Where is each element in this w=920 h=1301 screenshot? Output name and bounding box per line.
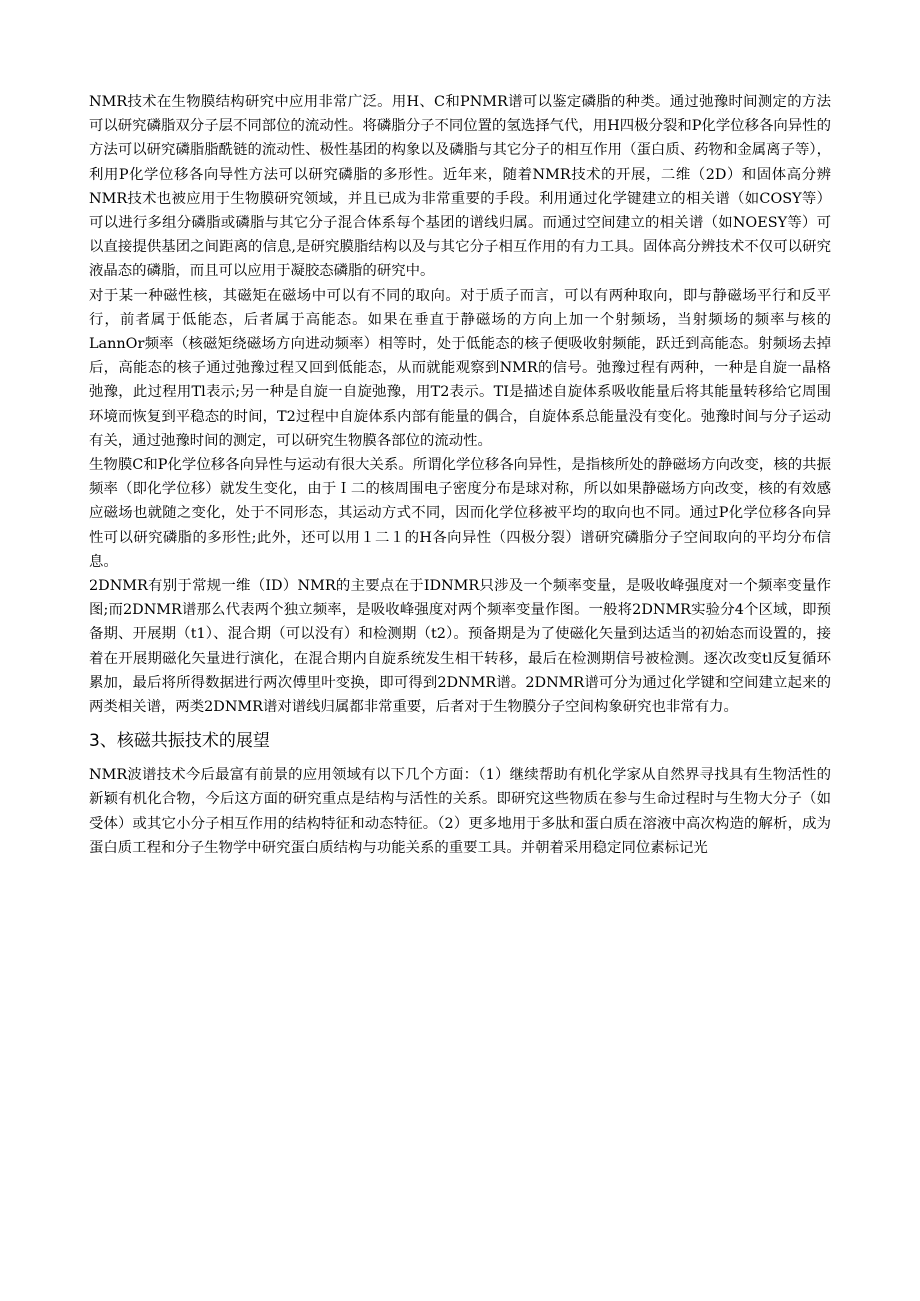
paragraph-relaxation: 对于某一种磁性核，其磁矩在磁场中可以有不同的取向。对于质子而言，可以有两种取向，即与静磁场平行和反平行，前者属于低能态，后者属于高能态。如果在垂直于静磁场的方向上加一个射频场，当射频场的频率与核的LannOr频率（核磁矩绕磁场方向进动频率）相等时，处于低能态的核子便吸收射频能，跃迁到高能态。射频场去掉后，高能态的核子通过弛豫过程又回到低能态，从而就能观察到NMR的信号。弛豫过程有两种，一种是自旋一晶格弛豫，此过程用Tl表示;另一种是自旋一自旋弛豫，用T2表示。TI是描述自旋体系吸收能量后将其能量转移给它周围环境而恢复到平稳态的时间，T2过程中自旋体系内部有能量的偶合，自旋体系总能量没有变化。弛豫时间与分子运动有关，通过弛豫时间的测定，可以研究生物膜各部位的流动性。 xyxy=(89,287,831,449)
paragraph-nmr-biomembrane: NMR技术在生物膜结构研究中应用非常广泛。用H、C和PNMR谱可以鉴定磷脂的种类。通过弛豫时间测定的方法可以研究磷脂双分子层不同部位的流动性。将磷脂分子不同位置的氢选择气代，用H四极分裂和P化学位移各向异性的方法可以研究磷脂脂酰链的流动性、极性基团的构象以及磷脂与其它分子的相互作用（蛋白质、药物和金属离子等），利用P化学位移各向导性方法可以研究磷脂的多形性。近年来，随着NMR技术的开展，二维（2D）和固体高分辨NMR技术也被应用于生物膜研究领域，并且已成为非常重要的手段。利用通过化学键建立的相关谱（如COSY等）可以进行多组分磷脂或磷脂与其它分子混合体系每个基团的谱线归属。而通过空间建立的相关谱（如NOESY等）可以直接提供基团之间距离的信息,是研究膜脂结构以及与其它分子相互作用的有力工具。固体高分辨技术不仅可以研究液晶态的磷脂，而且可以应用于凝胶态磷脂的研究中。 xyxy=(89,94,831,280)
paragraph-outlook: NMR波谱技术今后最富有前景的应用领域有以下几个方面：（1）继续帮助有机化学家从自然界寻找具有生物活性的新颖有机化合物，今后这方面的研究重点是结构与活性的关系。即研究这些物质在参与生命过程时与生物大分子（如受体）或其它小分子相互作用的结构特征和动态特征。（2）更多地用于多肽和蛋白质在溶液中高次构造的解析，成为蛋白质工程和分子生物学中研究蛋白质结构与功能关系的重要工具。并朝着采用稳定同位素标记光 xyxy=(89,767,831,856)
section-heading: 3、核磁共振技术的展望 xyxy=(89,731,270,752)
paragraph-2dnmr: 2DNMR有别于常规一维（ID）NMR的主要点在于IDNMR只涉及一个频率变量，是吸收峰强度对一个频率变量作图;而2DNMR谱那么代表两个独立频率，是吸收峰强度对两个频率变量作图。一般将2DNMR实验分4个区域，即预备期、开展期（t1）、混合期（可以没有）和检测期（t2）。预备期是为了使磁化矢量到达适当的初始态而设置的，接着在开展期磁化矢量进行演化，在混合期内自旋系统发生相干转移，最后在检测期信号被检测。逐次改变tl反复循环累加，最后将所得数据进行两次傅里叶变换，即可得到2DNMR谱。2DNMR谱可分为通过化学键和空间建立起来的两类相关谱，两类2DNMR谱对谱线归属都非常重要，后者对于生物膜分子空间构象研究也非常有力。 xyxy=(89,578,831,716)
paragraph-chemical-shift-anisotropy: 生物膜C和P化学位移各向异性与运动有很大关系。所谓化学位移各向异性，是指核所处的静磁场方向改变，核的共振频率（即化学位移）就发生变化，由于Ｉ二的核周围电子密度分布是球对称，所以如果静磁场方向改变，核的有效感应磁场也就随之变化，处于不同形态，其运动方式不同，因而化学位移被平均的取向也不同。通过P化学位移各向异性可以研究磷脂的多形性;此外，还可以用１二１的H各向异性（四极分裂）谱研究磷脂分子空间取向的平均分布信息。 xyxy=(89,457,831,570)
document-page xyxy=(89,90,831,860)
